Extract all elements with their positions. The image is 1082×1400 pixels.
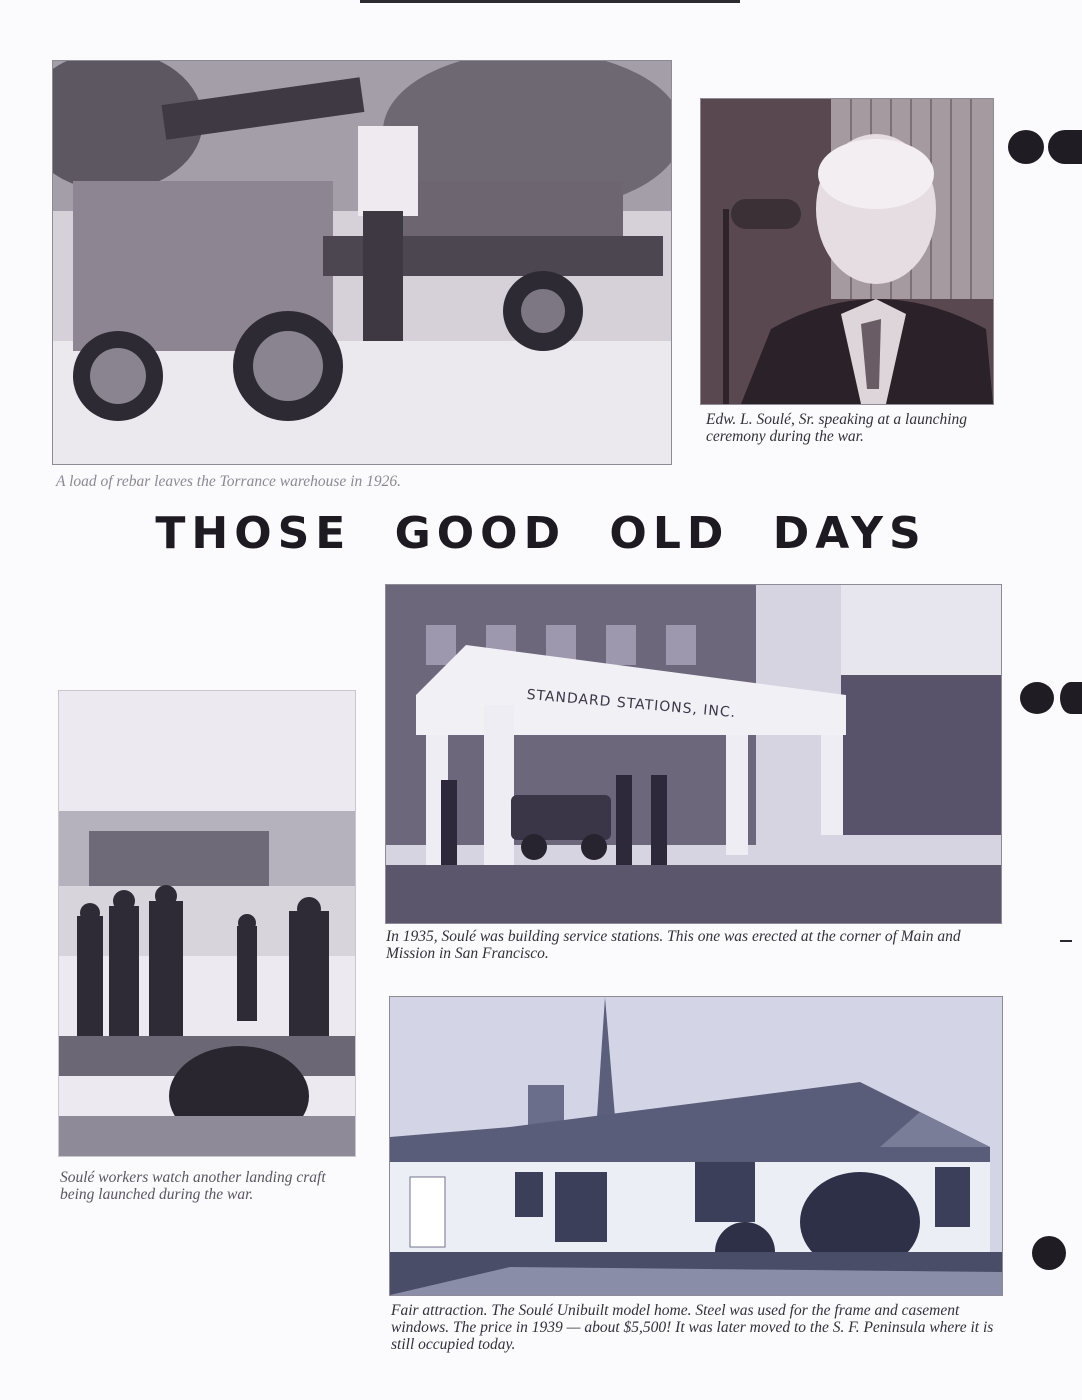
truck-caption: A load of rebar leaves the Torrance warehouse in 1926. <box>56 473 401 490</box>
speaker-at-microphone-illustration <box>701 99 993 404</box>
top-edge-mark <box>360 0 740 3</box>
speaker-caption: Edw. L. Soulé, Sr. speaking at a launching ceremony during the war. <box>706 411 968 445</box>
house-caption: Fair attraction. The Soulé Unibuilt model home. Steel was used for the frame and casement windows. The price in 1939 — about $5,500! It was later moved to the S. F. Peninsula where it is still occupied today. <box>391 1302 994 1353</box>
margin-tick <box>1060 940 1072 942</box>
station-caption: In 1935, Soulé was building service stations. This one was erected at the corner of Main and Mission in San Francisco. <box>386 928 961 962</box>
truck-photo <box>52 60 672 465</box>
vintage-truck-illustration <box>53 61 671 464</box>
workers-caption: Soulé workers watch another landing craft being launched during the war. <box>60 1169 326 1203</box>
binder-hole-middle-edge <box>1060 682 1082 714</box>
service-station-illustration <box>386 585 1001 923</box>
station-sign-text: STANDARD STATIONS, INC. <box>525 686 737 722</box>
workers-photo <box>58 690 356 1157</box>
model-home-illustration <box>390 997 1002 1295</box>
binder-hole-bottom <box>1032 1236 1066 1270</box>
station-photo <box>385 584 1002 924</box>
workers-launching-craft-illustration <box>59 691 355 1156</box>
speaker-photo <box>700 98 994 405</box>
house-photo <box>389 996 1003 1296</box>
binder-hole-top-edge <box>1048 130 1082 164</box>
page-title: THOSE GOOD OLD DAYS <box>155 508 927 559</box>
binder-hole-middle <box>1020 682 1054 714</box>
binder-hole-top <box>1008 130 1044 164</box>
